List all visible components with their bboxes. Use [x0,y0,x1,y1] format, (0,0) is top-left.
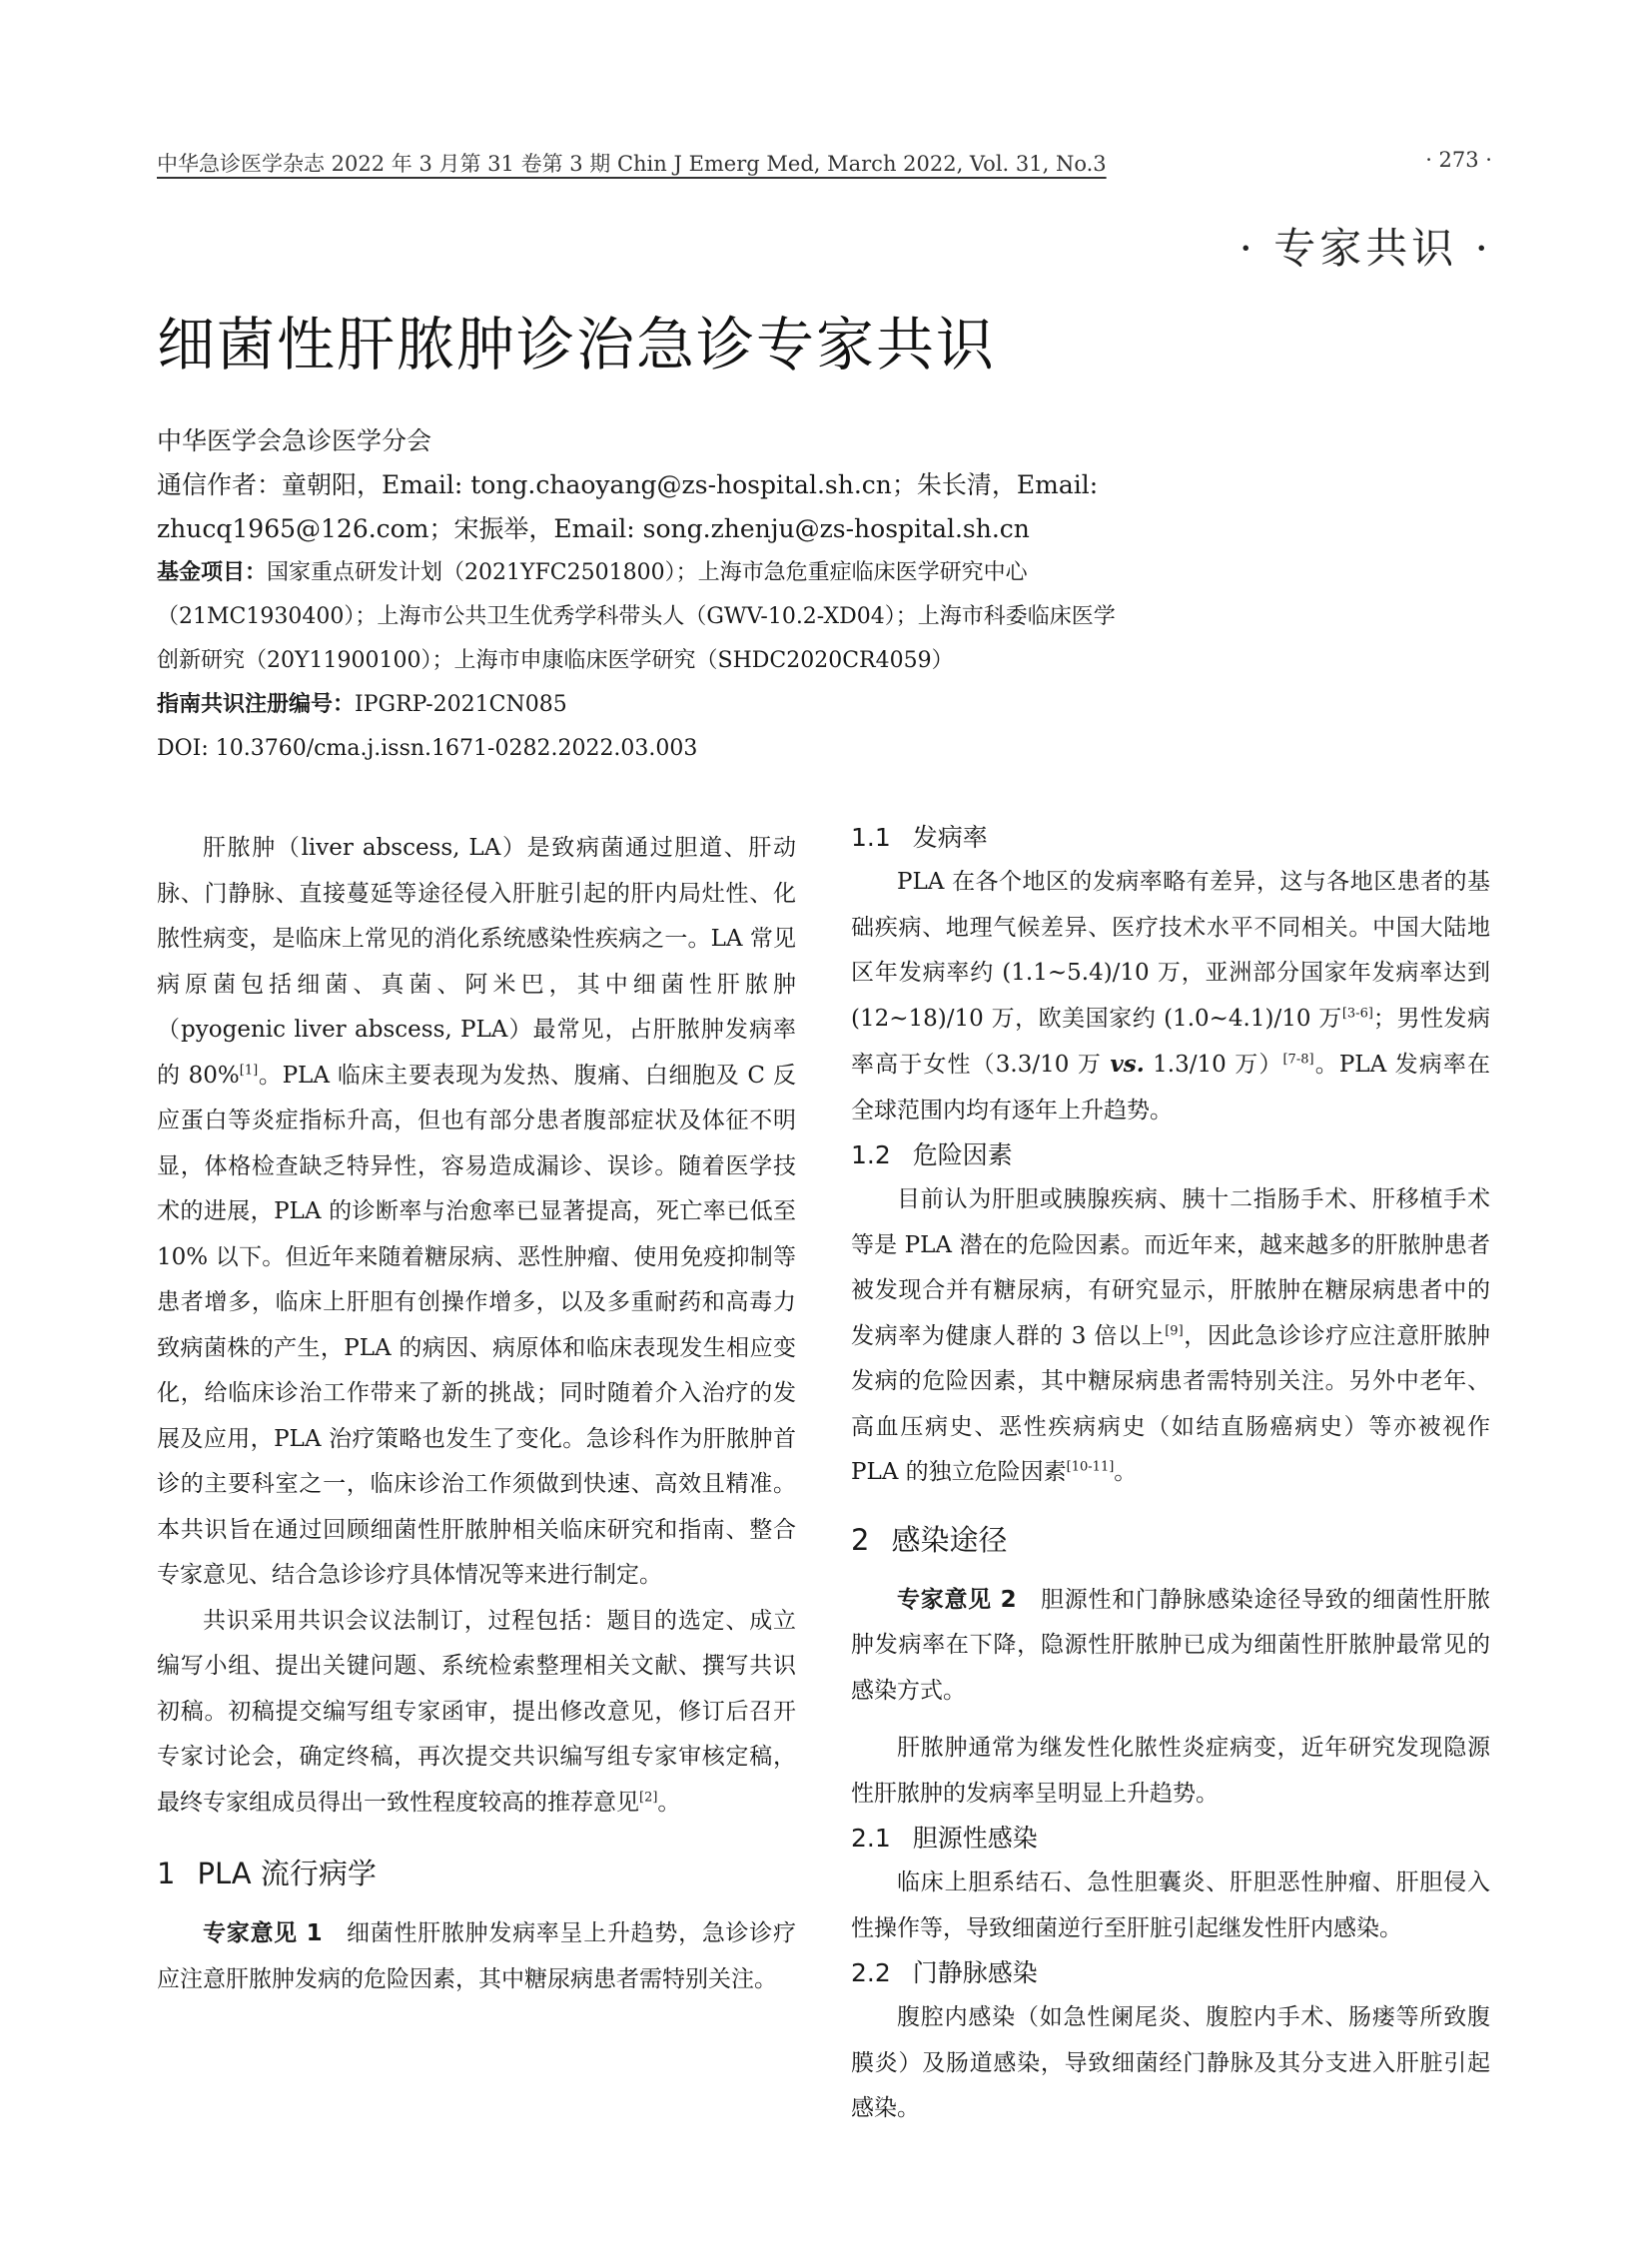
infection-route-paragraph: 肝脓肿通常为继发性化脓性炎症病变，近年研究发现隐源性肝脓肿的发病率呈明显上升趋势。 [851,1735,1490,1807]
citation-3-6[interactable]: [3-6] [1341,1005,1373,1021]
journal-running-head: 中华急诊医学杂志 2022 年 3 月第 31 卷第 3 期 Chin J Emerg Med, March 2022, Vol. 31, No.3 [157,152,1107,176]
funding-line-3: 创新研究（20Y11900100）；上海市申康临床医学研究（SHDC2020CR4059） [157,648,954,673]
opinion-label: 专家意见 1 [203,1920,323,1946]
risk-text-a: 目前认为肝胆或胰腺疾病、胰十二指肠手术、肝移植手术等是 PLA 潜在的危险因素。而近年来，越来越多的肝脓肿患者被发现合并有糖尿病，有研究显示，肝脓肿在糖尿病患者中的发病率为健康人群的 3 倍以上 [851,1186,1490,1349]
risk-text-c: 。 [1114,1459,1138,1485]
intro-p2-text-a: 共识采用共识会议法制订，过程包括：题目的选定、成立编写小组、提出关键问题、系统检索整理相关文献、撰写共识初稿。初稿提交编写组专家函审，提出修改意见，修订后召开专家讨论会，确定终稿，再次提交共识编写组专家审核定稿，最终专家组成员得出一致性程度较高的推荐意见 [157,1607,796,1816]
column-tag: · 专家共识 · [1239,224,1492,273]
subsection-title: 胆源性感染 [912,1824,1038,1853]
subsection-title: 危险因素 [912,1140,1013,1169]
right-column [851,823,1491,2132]
intro-p2-text-b: 。 [657,1789,681,1816]
running-header [157,148,1492,188]
subsection-heading-1-1 [851,816,1490,860]
risk-text-b: ，因此急诊诊疗应注意肝脓肿发病的危险因素，其中糖尿病患者需特别关注。另外中老年、高血压病史、恶性疾病病史（如结直肠癌病史）等亦被视作 PLA 的独立危险因素 [851,1322,1490,1485]
funding-label: 基金项目： [157,560,268,585]
subsection-number: 1.1 [851,823,891,852]
citation-10-11[interactable]: [10-11] [1066,1459,1115,1475]
article-title: 细菌性肝脓肿诊治急诊专家共识 [157,311,997,378]
incidence-paragraph [851,860,1490,1133]
subsection-heading-2-2 [851,1951,1490,1995]
section-title: 感染途径 [891,1522,1008,1557]
page-number: · 273 · [1425,148,1492,172]
citation-9[interactable]: [9] [1165,1322,1184,1338]
subsection-title: 发病率 [912,823,988,852]
risk-factors-paragraph [851,1177,1490,1496]
subsection-number: 1.2 [851,1140,891,1169]
opinion-label: 专家意见 2 [897,1586,1017,1613]
doi-line: DOI: 10.3760/cma.j.issn.1671-0282.2022.03.003 [157,736,698,761]
opinion-text: 胆源性和门静脉感染途径导致的细菌性肝脓肿发病率在下降，隐源性肝脓肿已成为细菌性肝脓肿最常见的感染方式。 [851,1586,1490,1704]
citation-7-8[interactable]: [7-8] [1282,1052,1314,1068]
incidence-text-a: PLA 在各个地区的发病率略有差异，这与各地区患者的基础疾病、地理气候差异、医疗技术水平不同相关。中国大陆地区年发病率约 (1.1~5.4)/10 万，亚洲部分国家年发病率达到 (12~18)/10 万，欧美国家约 (1.0~4.1)/10 万 [851,869,1490,1032]
subsection-heading-1-2 [851,1133,1490,1177]
section-heading-1 [157,1852,796,1895]
registration-line [157,683,1255,727]
registration-label: 指南共识注册编号： [157,692,356,717]
intro-p1-text-b: 。PLA 临床主要表现为发热、腹痛、白细胞及 C 反应蛋白等炎症指标升高，但也有部分患者腹部症状及体征不明显，体格检查缺乏特异性，容易造成漏诊、误诊。随着医学技术的进展，PLA 的诊断率与治愈率已显著提高，死亡率已低至 10% 以下。但近年来随着糖尿病、恶性肿瘤、使用免疫抑制等患者增多，临床上肝胆有创操作增多，以及多重耐药和高毒力致病菌株的产生，PLA 的病因、病原体和临床表现发生相应变化，给临床诊治工作带来了新的挑战；同时随着介入治疗的发展及应用，PLA 治疗策略也发生了变化。急诊科作为肝脓肿首诊的主要科室之一，临床诊治工作须做到快速、高效且精准。本共识旨在通过回顾细菌性肝脓肿相关临床研究和指南、整合专家意见、结合急诊诊疗具体情况等来进行制定。 [157,1062,797,1588]
section-title: PLA 流行病学 [197,1857,377,1890]
author-society: 中华医学会急诊医学分会 [157,426,432,455]
front-matter [157,419,1255,771]
section-number: 1 [157,1857,176,1890]
intro-paragraph-2 [157,1599,796,1827]
correspondence-line-1: 通信作者：童朝阳，Email: tong.chaoyang@zs-hospital.sh.cn；朱长清，Email: [157,470,1099,499]
incidence-text-c: 1.3/10 万） [1144,1052,1283,1078]
incidence-text-b: ；男性发病率高于女性（3.3/10 万 [851,1005,1491,1078]
expert-opinion-1 [157,1911,796,2002]
expert-opinion-2 [851,1578,1490,1715]
section-heading-2 [851,1518,1490,1562]
biliary-infection-paragraph: 临床上胆系结石、急性胆囊炎、肝胆恶性肿瘤、肝胆侵入性操作等，导致细菌逆行至肝脏引起继发性肝内感染。 [851,1869,1490,1941]
funding-line-1 [157,551,1255,595]
subsection-title: 门静脉感染 [912,1958,1038,1987]
opinion-text: 细菌性肝脓肿发病率呈上升趋势，急诊诊疗应注意肝脓肿发病的危险因素，其中糖尿病患者需特别关注。 [157,1920,796,1992]
incidence-text-d: 。PLA 发病率在全球范围内均有逐年上升趋势。 [851,1052,1491,1123]
left-column [157,826,796,2002]
intro-p1-text-a: 肝脓肿（liver abscess, LA）是致病菌通过胆道、肝动脉、门静脉、直接蔓延等途径侵入肝脏引起的肝内局灶性、化脓性病变，是临床上常见的消化系统感染性疾病之一。LA 常见病原菌包括细菌、真菌、阿米巴，其中细菌性肝脓肿（pyogenic liver abscess, PLA）最常见，占肝脓肿发病率的 80% [157,835,796,1089]
citation-1[interactable]: [1] [239,1062,259,1078]
section-number: 2 [851,1522,870,1557]
registration-value: IPGRP-2021CN085 [355,692,567,717]
funding-line-2: （21MC1930400）；上海市公共卫生优秀学科带头人（GWV-10.2-XD04）；上海市科委临床医学 [157,604,1116,629]
citation-2[interactable]: [2] [639,1789,658,1805]
correspondence-line-2: zhucq1965@126.com；宋振举，Email: song.zhenju@zs-hospital.sh.cn [157,514,1030,543]
subsection-heading-2-1 [851,1817,1490,1861]
vs-text: vs. [1110,1051,1145,1078]
subsection-number: 2.1 [851,1824,891,1853]
intro-paragraph-1 [157,826,796,1599]
portal-infection-paragraph: 腹腔内感染（如急性阑尾炎、腹腔内手术、肠瘘等所致腹膜炎）及肠道感染，导致细菌经门静脉及其分支进入肝脏引起感染。 [851,2004,1490,2121]
subsection-number: 2.2 [851,1958,891,1987]
funding-text-1: 国家重点研发计划（2021YFC2501800）；上海市急危重症临床医学研究中心 [267,560,1028,585]
